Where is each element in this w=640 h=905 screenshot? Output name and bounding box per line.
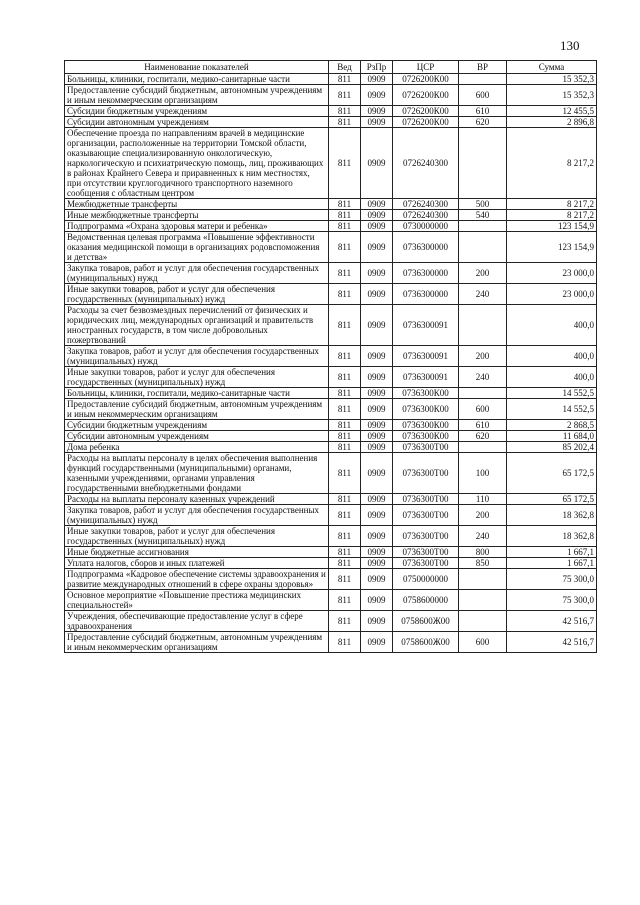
table-row (65, 431, 597, 442)
cell-name: Иные закупки товаров, работ и услуг для обеспечения государственных (муниципальных) нужд (65, 526, 329, 547)
cell-vr (459, 128, 507, 199)
table-row (65, 590, 597, 611)
table-row (65, 305, 597, 346)
cell-name: Закупка товаров, работ и услуг для обеспечения государственных (муниципальных) нужд (65, 263, 329, 284)
cell-sum: 42 516,7 (507, 632, 597, 653)
cell-sum: 65 172,5 (507, 453, 597, 494)
cell-vr: 620 (459, 117, 507, 128)
cell-name: Расходы на выплаты персоналу в целях обеспечения выполнения функций государственными (муниципальными) органами, казенными учреждениями, органами управления государственными внебюджетными фондами (65, 453, 329, 494)
cell-rzpr: 0909 (361, 442, 393, 453)
cell-ved: 811 (329, 263, 361, 284)
cell-csr: 0726200К00 (393, 106, 459, 117)
cell-csr: 0736300091 (393, 305, 459, 346)
cell-vr: 620 (459, 431, 507, 442)
cell-csr: 0726200К00 (393, 74, 459, 85)
cell-name: Межбюджетные трансферты (65, 199, 329, 210)
cell-sum: 400,0 (507, 367, 597, 388)
table-row (65, 106, 597, 117)
cell-csr: 0736300Т00 (393, 453, 459, 494)
cell-ved: 811 (329, 117, 361, 128)
cell-csr: 0736300Т00 (393, 442, 459, 453)
table-row (65, 284, 597, 305)
header-vr: ВР (459, 61, 507, 74)
cell-ved: 811 (329, 494, 361, 505)
cell-rzpr: 0909 (361, 632, 393, 653)
cell-vr: 850 (459, 558, 507, 569)
cell-rzpr: 0909 (361, 128, 393, 199)
cell-sum: 2 868,5 (507, 420, 597, 431)
cell-name: Иные межбюджетные трансферты (65, 210, 329, 221)
table-row (65, 505, 597, 526)
header-rzpr: РзПр (361, 61, 393, 74)
cell-ved: 811 (329, 590, 361, 611)
cell-csr: 0736300Т00 (393, 558, 459, 569)
cell-name: Обеспечение проезда по направлениям врачей в медицинские организации, расположенные на территории Томской области, оказывающие специализированную онкологическую, наркологическую и психиатрическую помощь, лиц, проживающих в районах Крайнего Севера и приравненных к ним местностях, при отсутствии круглогодичного транспортного наземного сообщения с областным центром (65, 128, 329, 199)
cell-vr: 800 (459, 547, 507, 558)
cell-ved: 811 (329, 284, 361, 305)
cell-rzpr: 0909 (361, 284, 393, 305)
cell-ved: 811 (329, 547, 361, 558)
cell-vr: 540 (459, 210, 507, 221)
table-row (65, 128, 597, 199)
cell-rzpr: 0909 (361, 199, 393, 210)
cell-vr: 240 (459, 526, 507, 547)
table-row (65, 632, 597, 653)
cell-vr: 500 (459, 199, 507, 210)
cell-sum: 400,0 (507, 305, 597, 346)
cell-sum: 1 667,1 (507, 547, 597, 558)
cell-rzpr: 0909 (361, 399, 393, 420)
cell-name: Субсидии бюджетным учреждениям (65, 420, 329, 431)
cell-sum: 75 300,0 (507, 569, 597, 590)
cell-vr: 240 (459, 284, 507, 305)
cell-name: Уплата налогов, сборов и иных платежей (65, 558, 329, 569)
cell-sum: 123 154,9 (507, 232, 597, 263)
cell-vr (459, 232, 507, 263)
cell-sum: 14 552,5 (507, 399, 597, 420)
cell-csr: 0758600Ж00 (393, 632, 459, 653)
cell-name: Закупка товаров, работ и услуг для обеспечения государственных (муниципальных) нужд (65, 505, 329, 526)
cell-vr (459, 388, 507, 399)
header-name: Наименование показателей (65, 61, 329, 74)
cell-csr: 0726200К00 (393, 117, 459, 128)
cell-name: Подпрограмма «Охрана здоровья матери и ребенка» (65, 221, 329, 232)
cell-ved: 811 (329, 85, 361, 106)
cell-rzpr: 0909 (361, 558, 393, 569)
cell-ved: 811 (329, 526, 361, 547)
cell-rzpr: 0909 (361, 85, 393, 106)
cell-csr: 0726240300 (393, 210, 459, 221)
cell-ved: 811 (329, 388, 361, 399)
cell-ved: 811 (329, 611, 361, 632)
cell-csr: 0730000000 (393, 221, 459, 232)
cell-csr: 0736300Т00 (393, 526, 459, 547)
cell-ved: 811 (329, 210, 361, 221)
cell-ved: 811 (329, 558, 361, 569)
cell-csr: 0736300000 (393, 232, 459, 263)
cell-vr: 100 (459, 453, 507, 494)
cell-vr (459, 590, 507, 611)
table-row (65, 611, 597, 632)
cell-vr (459, 442, 507, 453)
cell-rzpr: 0909 (361, 569, 393, 590)
cell-rzpr: 0909 (361, 611, 393, 632)
table-row (65, 494, 597, 505)
cell-rzpr: 0909 (361, 431, 393, 442)
cell-ved: 811 (329, 569, 361, 590)
cell-ved: 811 (329, 221, 361, 232)
cell-sum: 65 172,5 (507, 494, 597, 505)
cell-ved: 811 (329, 453, 361, 494)
cell-rzpr: 0909 (361, 590, 393, 611)
cell-csr: 0726240300 (393, 128, 459, 199)
cell-ved: 811 (329, 305, 361, 346)
cell-vr (459, 569, 507, 590)
cell-ved: 811 (329, 420, 361, 431)
cell-csr: 0758600000 (393, 590, 459, 611)
cell-vr: 110 (459, 494, 507, 505)
cell-rzpr: 0909 (361, 526, 393, 547)
table-row (65, 74, 597, 85)
cell-vr: 200 (459, 346, 507, 367)
cell-name: Иные закупки товаров, работ и услуг для обеспечения государственных (муниципальных) нужд (65, 367, 329, 388)
cell-ved: 811 (329, 346, 361, 367)
cell-rzpr: 0909 (361, 367, 393, 388)
cell-name: Предоставление субсидий бюджетным, автономным учреждениям и иным некоммерческим организациям (65, 399, 329, 420)
table-row (65, 210, 597, 221)
cell-csr: 0726240300 (393, 199, 459, 210)
cell-name: Иные бюджетные ассигнования (65, 547, 329, 558)
cell-ved: 811 (329, 399, 361, 420)
cell-vr: 610 (459, 106, 507, 117)
cell-csr: 0758600Ж00 (393, 611, 459, 632)
table-body (65, 74, 597, 653)
cell-ved: 811 (329, 367, 361, 388)
cell-rzpr: 0909 (361, 106, 393, 117)
header-sum: Сумма (507, 61, 597, 74)
cell-vr (459, 611, 507, 632)
cell-csr: 0750000000 (393, 569, 459, 590)
cell-name: Основное мероприятие «Повышение престижа медицинских специальностей» (65, 590, 329, 611)
cell-ved: 811 (329, 431, 361, 442)
cell-rzpr: 0909 (361, 210, 393, 221)
table-header-row (65, 61, 597, 74)
cell-vr (459, 305, 507, 346)
cell-csr: 0736300К00 (393, 399, 459, 420)
table-row (65, 526, 597, 547)
header-ved: Вед (329, 61, 361, 74)
cell-rzpr: 0909 (361, 453, 393, 494)
cell-sum: 42 516,7 (507, 611, 597, 632)
cell-rzpr: 0909 (361, 221, 393, 232)
cell-rzpr: 0909 (361, 305, 393, 346)
cell-name: Закупка товаров, работ и услуг для обеспечения государственных (муниципальных) нужд (65, 346, 329, 367)
cell-sum: 123 154,9 (507, 221, 597, 232)
cell-name: Субсидии автономным учреждениям (65, 431, 329, 442)
cell-csr: 0736300000 (393, 263, 459, 284)
cell-sum: 18 362,8 (507, 526, 597, 547)
table-row (65, 199, 597, 210)
cell-name: Расходы за счет безвозмездных перечислений от физических и юридических лиц, международных организаций и правительств иностранных государств, в том числе добровольных пожертвований (65, 305, 329, 346)
cell-name: Расходы на выплаты персоналу казенных учреждений (65, 494, 329, 505)
cell-vr: 600 (459, 399, 507, 420)
cell-csr: 0736300000 (393, 284, 459, 305)
table-row (65, 232, 597, 263)
table-row (65, 399, 597, 420)
cell-csr: 0736300К00 (393, 420, 459, 431)
cell-sum: 75 300,0 (507, 590, 597, 611)
cell-sum: 8 217,2 (507, 199, 597, 210)
cell-ved: 811 (329, 74, 361, 85)
cell-rzpr: 0909 (361, 74, 393, 85)
table-row (65, 420, 597, 431)
cell-csr: 0736300091 (393, 367, 459, 388)
cell-sum: 400,0 (507, 346, 597, 367)
cell-vr: 600 (459, 85, 507, 106)
cell-name: Больницы, клиники, госпитали, медико-санитарные части (65, 388, 329, 399)
cell-name: Предоставление субсидий бюджетным, автономным учреждениям и иным некоммерческим организациям (65, 632, 329, 653)
cell-sum: 14 552,5 (507, 388, 597, 399)
cell-name: Иные закупки товаров, работ и услуг для обеспечения государственных (муниципальных) нужд (65, 284, 329, 305)
cell-name: Субсидии бюджетным учреждениям (65, 106, 329, 117)
cell-rzpr: 0909 (361, 547, 393, 558)
cell-rzpr: 0909 (361, 346, 393, 367)
cell-sum: 23 000,0 (507, 263, 597, 284)
cell-sum: 2 896,8 (507, 117, 597, 128)
table-row (65, 117, 597, 128)
cell-vr: 610 (459, 420, 507, 431)
cell-vr: 600 (459, 632, 507, 653)
cell-ved: 811 (329, 128, 361, 199)
cell-name: Дома ребенка (65, 442, 329, 453)
cell-ved: 811 (329, 442, 361, 453)
cell-name: Предоставление субсидий бюджетным, автономным учреждениям и иным некоммерческим организациям (65, 85, 329, 106)
cell-sum: 8 217,2 (507, 128, 597, 199)
cell-sum: 15 352,3 (507, 85, 597, 106)
cell-rzpr: 0909 (361, 263, 393, 284)
cell-sum: 18 362,8 (507, 505, 597, 526)
cell-csr: 0736300Т00 (393, 494, 459, 505)
table-row (65, 346, 597, 367)
cell-rzpr: 0909 (361, 494, 393, 505)
cell-sum: 85 202,4 (507, 442, 597, 453)
cell-vr (459, 74, 507, 85)
cell-vr: 200 (459, 505, 507, 526)
cell-ved: 811 (329, 632, 361, 653)
table-row (65, 569, 597, 590)
budget-table (64, 60, 597, 653)
cell-vr: 200 (459, 263, 507, 284)
cell-csr: 0736300К00 (393, 431, 459, 442)
cell-csr: 0736300Т00 (393, 505, 459, 526)
cell-name: Учреждения, обеспечивающие предоставление услуг в сфере здравоохранения (65, 611, 329, 632)
table-row (65, 85, 597, 106)
table-row (65, 221, 597, 232)
cell-name: Ведомственная целевая программа «Повышение эффективности оказания медицинской помощи в организациях родовспоможения и детства» (65, 232, 329, 263)
cell-vr (459, 221, 507, 232)
cell-sum: 11 684,0 (507, 431, 597, 442)
cell-ved: 811 (329, 106, 361, 117)
cell-csr: 0726200К00 (393, 85, 459, 106)
table-row (65, 442, 597, 453)
cell-rzpr: 0909 (361, 505, 393, 526)
cell-ved: 811 (329, 199, 361, 210)
table-row (65, 547, 597, 558)
cell-rzpr: 0909 (361, 232, 393, 263)
header-csr: ЦСР (393, 61, 459, 74)
cell-name: Субсидии автономным учреждениям (65, 117, 329, 128)
table-row (65, 388, 597, 399)
cell-csr: 0736300К00 (393, 388, 459, 399)
cell-sum: 8 217,2 (507, 210, 597, 221)
cell-sum: 23 000,0 (507, 284, 597, 305)
cell-ved: 811 (329, 232, 361, 263)
cell-rzpr: 0909 (361, 388, 393, 399)
cell-csr: 0736300Т00 (393, 547, 459, 558)
cell-rzpr: 0909 (361, 420, 393, 431)
cell-sum: 12 455,5 (507, 106, 597, 117)
table-row (65, 453, 597, 494)
cell-name: Подпрограмма «Кадровое обеспечение системы здравоохранения и развитие международных отношений в сфере охраны здоровья» (65, 569, 329, 590)
table-row (65, 367, 597, 388)
cell-rzpr: 0909 (361, 117, 393, 128)
cell-csr: 0736300091 (393, 346, 459, 367)
cell-ved: 811 (329, 505, 361, 526)
cell-sum: 15 352,3 (507, 74, 597, 85)
page-number: 130 (560, 38, 580, 53)
table-row (65, 263, 597, 284)
cell-sum: 1 667,1 (507, 558, 597, 569)
table-row (65, 558, 597, 569)
cell-name: Больницы, клиники, госпитали, медико-санитарные части (65, 74, 329, 85)
cell-vr: 240 (459, 367, 507, 388)
